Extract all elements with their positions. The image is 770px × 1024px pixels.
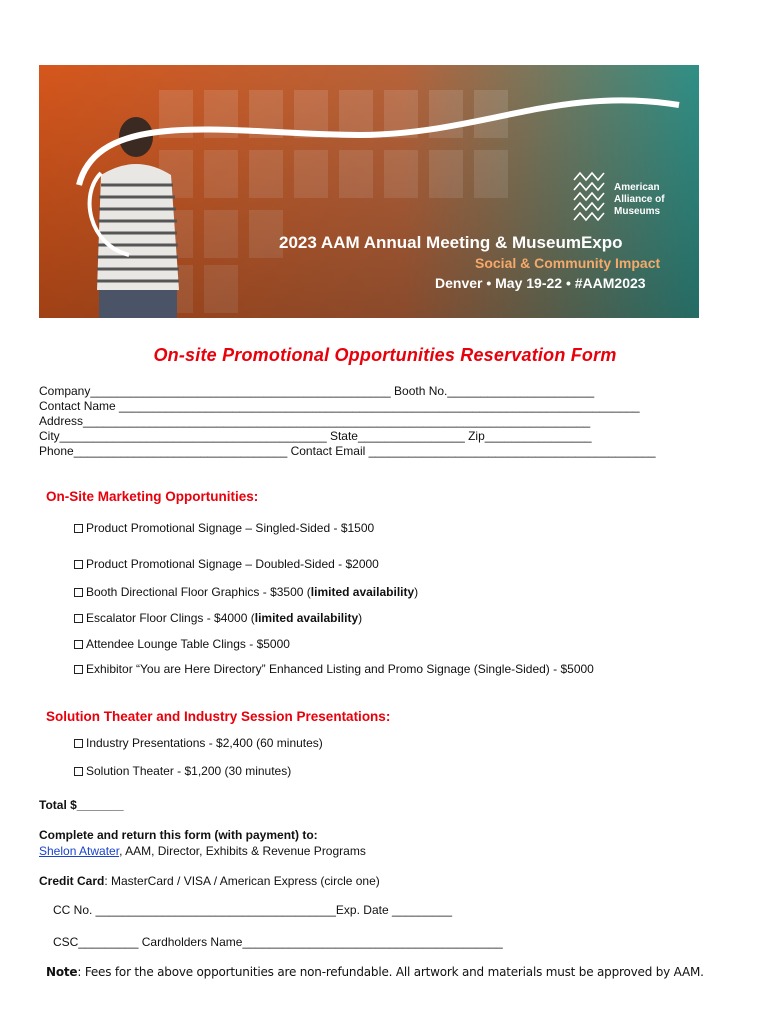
phone-email-field[interactable]: Phone________________________________ Contact Email ___________________________________________ [39,444,656,458]
option-single-sided-signage[interactable]: Product Promotional Signage – Singled-Sided - $1500 [74,521,374,535]
contact-name-link[interactable]: Shelon Atwater [39,844,120,858]
fees-note: Note: Fees for the above opportunities are non-refundable. All artwork and materials must be approved by AAM. [46,965,704,979]
contact-fields [39,384,656,459]
csc-cardholder-field[interactable]: CSC_________ Cardholders Name_______________________________________ [53,935,503,949]
checkbox[interactable] [74,588,83,597]
address-field[interactable]: Address____________________________________________________________________________ [39,414,591,428]
checkbox[interactable] [74,560,83,569]
sessions-heading: Solution Theater and Industry Session Presentations: [46,709,391,724]
event-tagline: Social & Community Impact [475,255,661,271]
company-booth-field[interactable]: Company_____________________________________________ Booth No.______________________ [39,384,595,398]
checkbox[interactable] [74,614,83,623]
option-industry-presentations[interactable]: Industry Presentations - $2,400 (60 minutes) [74,736,323,750]
checkbox[interactable] [74,767,83,776]
contact-name-field[interactable]: Contact Name ______________________________________________________________________________ [39,399,640,413]
checkbox[interactable] [74,524,83,533]
banner-graphic [39,65,699,318]
return-heading: Complete and return this form (with payment) to: [39,828,318,842]
checkbox[interactable] [74,665,83,674]
cc-number-field[interactable]: CC No. ____________________________________Exp. Date _________ [53,903,453,917]
city-state-zip-field[interactable]: City________________________________________ State________________ Zip________________ [39,429,592,443]
event-location: Denver • May 19-22 • #AAM2023 [435,275,646,291]
org-name-line3: Museums [614,206,661,217]
checkbox[interactable] [74,640,83,649]
total-field[interactable]: Total $_______ [39,798,124,812]
event-headline: 2023 AAM Annual Meeting & MuseumExpo [279,233,623,252]
return-contact: Shelon Atwater, AAM, Director, Exhibits & Revenue Programs [39,844,366,858]
option-directory-listing[interactable]: Exhibitor “You are Here Directory” Enhanced Listing and Promo Signage (Single-Sided) - $5000 [74,662,594,676]
credit-card-line: Credit Card: MasterCard / VISA / American Express (circle one) [39,874,380,888]
option-double-sided-signage[interactable]: Product Promotional Signage – Doubled-Sided - $2000 [74,557,379,571]
org-name-line2: Alliance of [614,194,665,205]
option-lounge-table-clings[interactable]: Attendee Lounge Table Clings - $5000 [74,637,290,651]
option-escalator-clings[interactable]: Escalator Floor Clings - $4000 (limited availability) [74,611,362,625]
event-banner [39,65,699,318]
org-name-line1: American [614,182,660,193]
form-title: On-site Promotional Opportunities Reservation Form [153,345,617,365]
marketing-heading: On-Site Marketing Opportunities: [46,489,259,504]
option-solution-theater[interactable]: Solution Theater - $1,200 (30 minutes) [74,764,291,778]
checkbox[interactable] [74,739,83,748]
option-floor-graphics[interactable]: Booth Directional Floor Graphics - $3500 (limited availability) [74,585,418,599]
